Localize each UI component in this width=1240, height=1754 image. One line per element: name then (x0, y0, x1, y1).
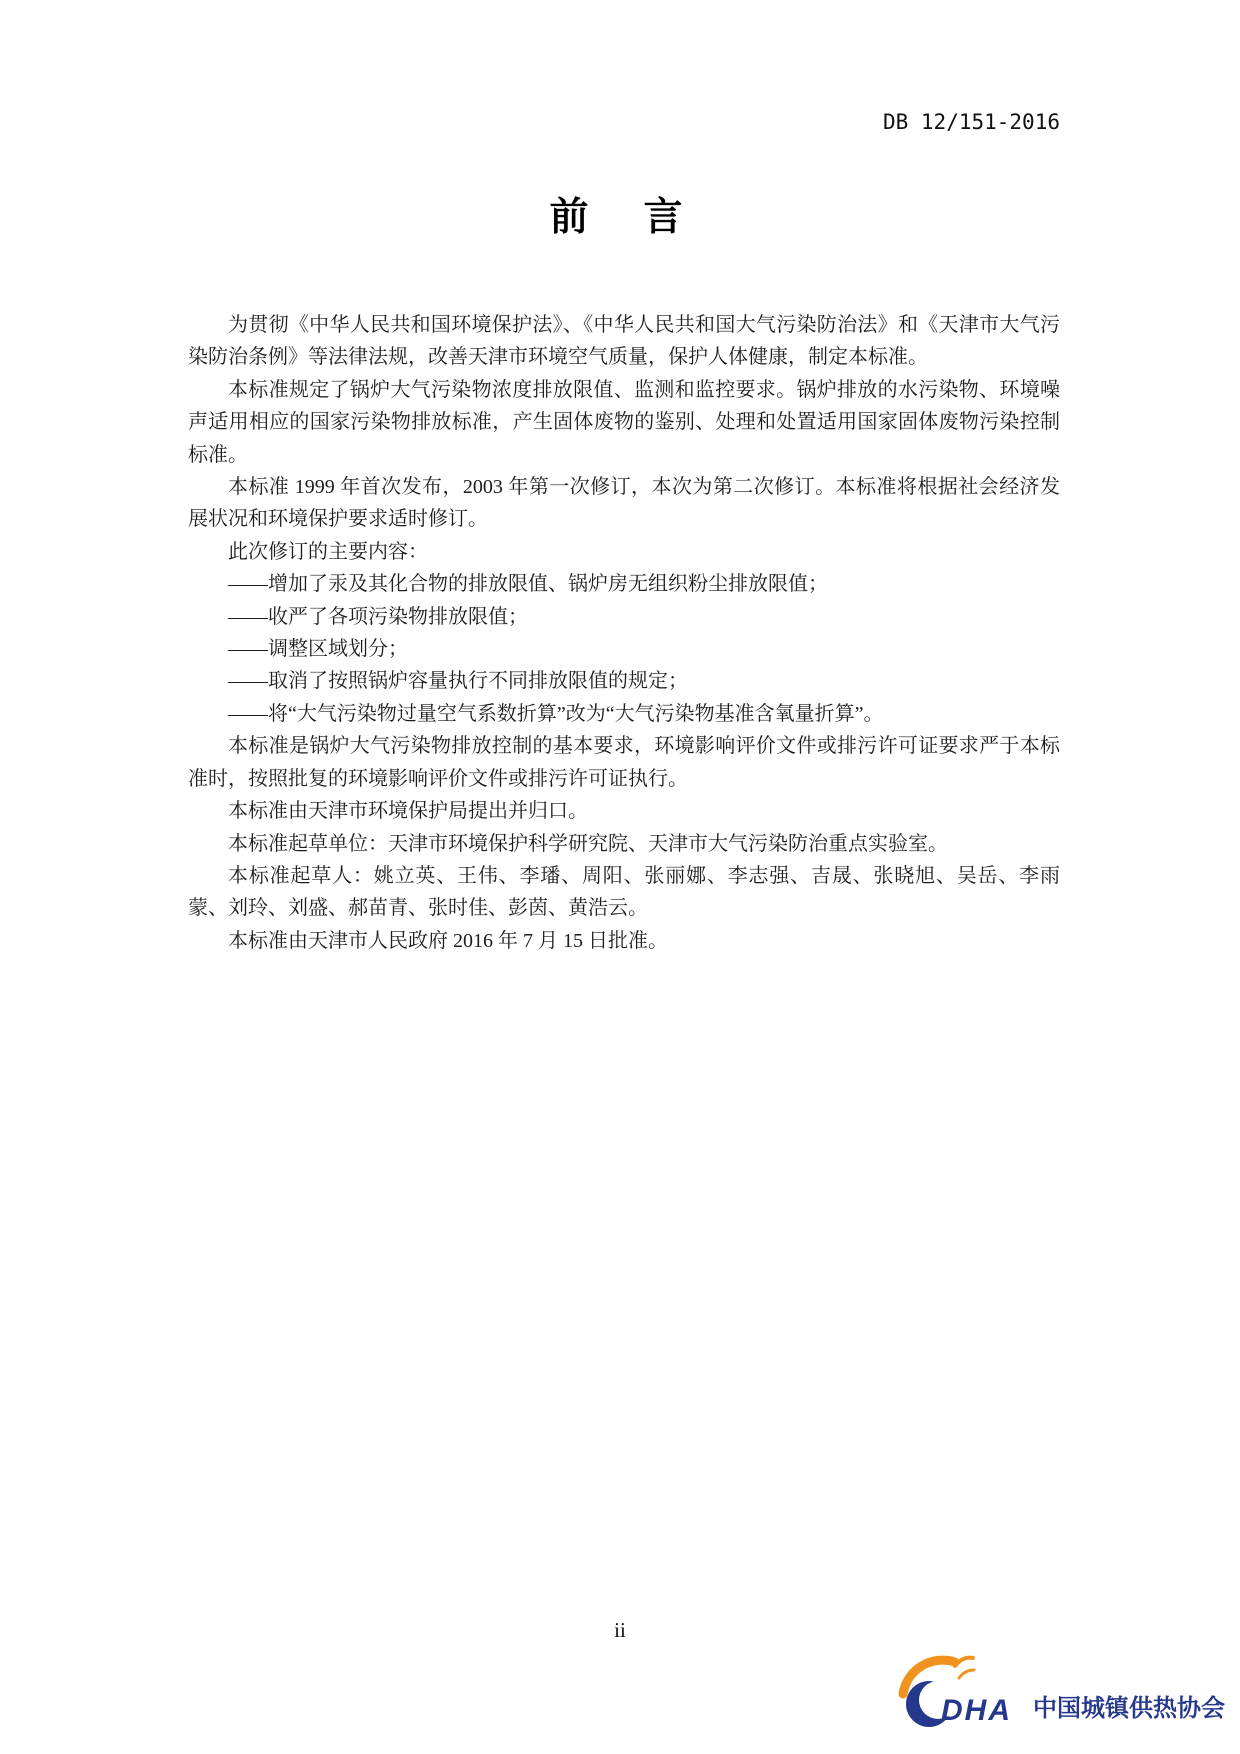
foreword-paragraph: 本标准 1999 年首次发布，2003 年第一次修订，本次为第二次修订。本标准将根据社会经济发展状况和环境保护要求适时修订。 (188, 476, 1060, 531)
foreword-list-item: ——增加了汞及其化合物的排放限值、锅炉房无组织粉尘排放限值； (228, 573, 828, 596)
foreword-paragraph: 为贯彻《中华人民共和国环境保护法》、《中华人民共和国大气污染防治法》和《天津市大气污染防治条例》等法律法规，改善天津市环境空气质量，保护人体健康，制定本标准。 (188, 314, 1060, 369)
foreword-body (188, 309, 1060, 957)
foreword-list-item: ——收严了各项污染物排放限值； (228, 605, 528, 628)
foreword-list-item: ——取消了按照锅炉容量执行不同排放限值的规定； (228, 670, 688, 693)
foreword-paragraph: 本标准起草单位：天津市环境保护科学研究院、天津市大气污染防治重点实验室。 (228, 832, 948, 855)
foreword-paragraph: 本标准规定了锅炉大气污染物浓度排放限值、监测和监控要求。锅炉排放的水污染物、环境噪声适用相应的国家污染物排放标准，产生固体废物的鉴别、处理和处置适用国家固体废物污染控制标准。 (188, 378, 1060, 466)
logo-org-name: 中国城镇供热协会 (1033, 1695, 1225, 1722)
cdha-logo-graphic (893, 1652, 1229, 1730)
cdha-logo (893, 1652, 1229, 1730)
foreword-paragraph: 本标准由天津市人民政府 2016 年 7 月 15 日批准。 (228, 929, 668, 952)
foreword-list-item: ——将“大气污染物过量空气系数折算”改为“大气污染物基准含氧量折算”。 (228, 702, 884, 725)
logo-wave-icon (959, 1670, 974, 1678)
foreword-paragraph: 本标准由天津市环境保护局提出并归口。 (228, 800, 588, 823)
foreword-paragraph: 本标准起草人：姚立英、王伟、李璠、周阳、张丽娜、李志强、吉晟、张晓旭、吴岳、李雨蒙、刘玲、刘盛、郝苗青、张时佳、彭茵、黄浩云。 (188, 864, 1060, 920)
standard-code: DB 12/151-2016 (882, 110, 1060, 134)
foreword-list-item: ——调整区域划分； (228, 638, 408, 661)
logo-acronym: DHA (941, 1694, 1012, 1727)
foreword-paragraph: 本标准是锅炉大气污染物排放控制的基本要求，环境影响评价文件或排污许可证要求严于本标准时，按照批复的环境影响评价文件或排污许可证执行。 (188, 735, 1060, 790)
page-number: ii (614, 1618, 626, 1642)
foreword-paragraph: 此次修订的主要内容： (228, 540, 428, 563)
page-title: 前 言 (549, 196, 691, 239)
